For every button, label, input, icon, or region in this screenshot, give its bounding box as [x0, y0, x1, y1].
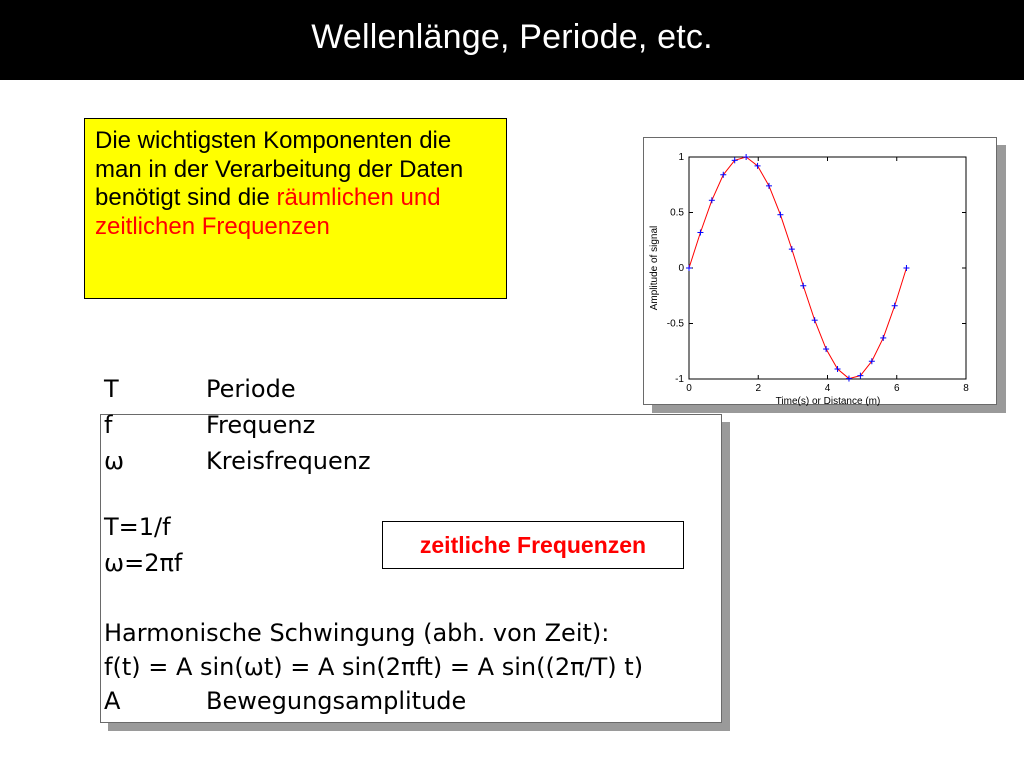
def-symbol-omega: ω	[104, 447, 125, 475]
x-tick-label: 2	[755, 383, 762, 394]
y-axis-label: Amplitude of signal	[649, 225, 660, 311]
intro-highlight: räumlichen und zeitlichen Frequenzen	[95, 184, 441, 240]
def-symbol-period: T	[104, 375, 119, 403]
harmonic-title: Harmonische Schwingung (abh. von Zeit):	[104, 619, 610, 647]
intro-callout	[84, 118, 507, 299]
formula-period: T=1/f	[104, 513, 171, 541]
def-symbol-frequency: f	[104, 411, 113, 439]
x-tick-label: 8	[963, 383, 969, 394]
temporal-frequencies-badge: zeitliche Frequenzen	[382, 521, 684, 569]
y-tick-label: 1	[678, 152, 684, 163]
amplitude-label: Bewegungsamplitude	[206, 687, 467, 715]
formula-omega: ω=2πf	[104, 549, 183, 577]
sine-plot	[644, 138, 998, 406]
def-label-frequency: Frequenz	[206, 411, 316, 439]
x-tick-label: 6	[893, 383, 900, 394]
amplitude-symbol: A	[104, 687, 121, 715]
intro-text: Die wichtigsten Komponenten die man in der Verarbeitung der Daten benötigt sind die	[95, 127, 464, 211]
page-title: Wellenlänge, Periode, etc.	[311, 18, 713, 56]
y-tick-label: -1	[675, 374, 684, 385]
plot-frame	[689, 157, 966, 379]
x-tick-label: 4	[824, 383, 831, 394]
x-axis-label: Time(s) or Distance (m)	[775, 396, 881, 406]
def-label-period: Periode	[206, 375, 296, 403]
y-tick-label: -0.5	[666, 318, 684, 330]
plot-panel	[643, 137, 997, 405]
y-tick-label: 0.5	[670, 207, 684, 219]
y-tick-label: 0	[678, 263, 684, 274]
x-tick-label: 0	[686, 383, 692, 394]
harmonic-formula: f(t) = A sin(ωt) = A sin(2πft) = A sin((2π/T) t)	[104, 653, 644, 681]
title-bar	[0, 0, 1024, 80]
def-label-omega: Kreisfrequenz	[206, 447, 371, 475]
